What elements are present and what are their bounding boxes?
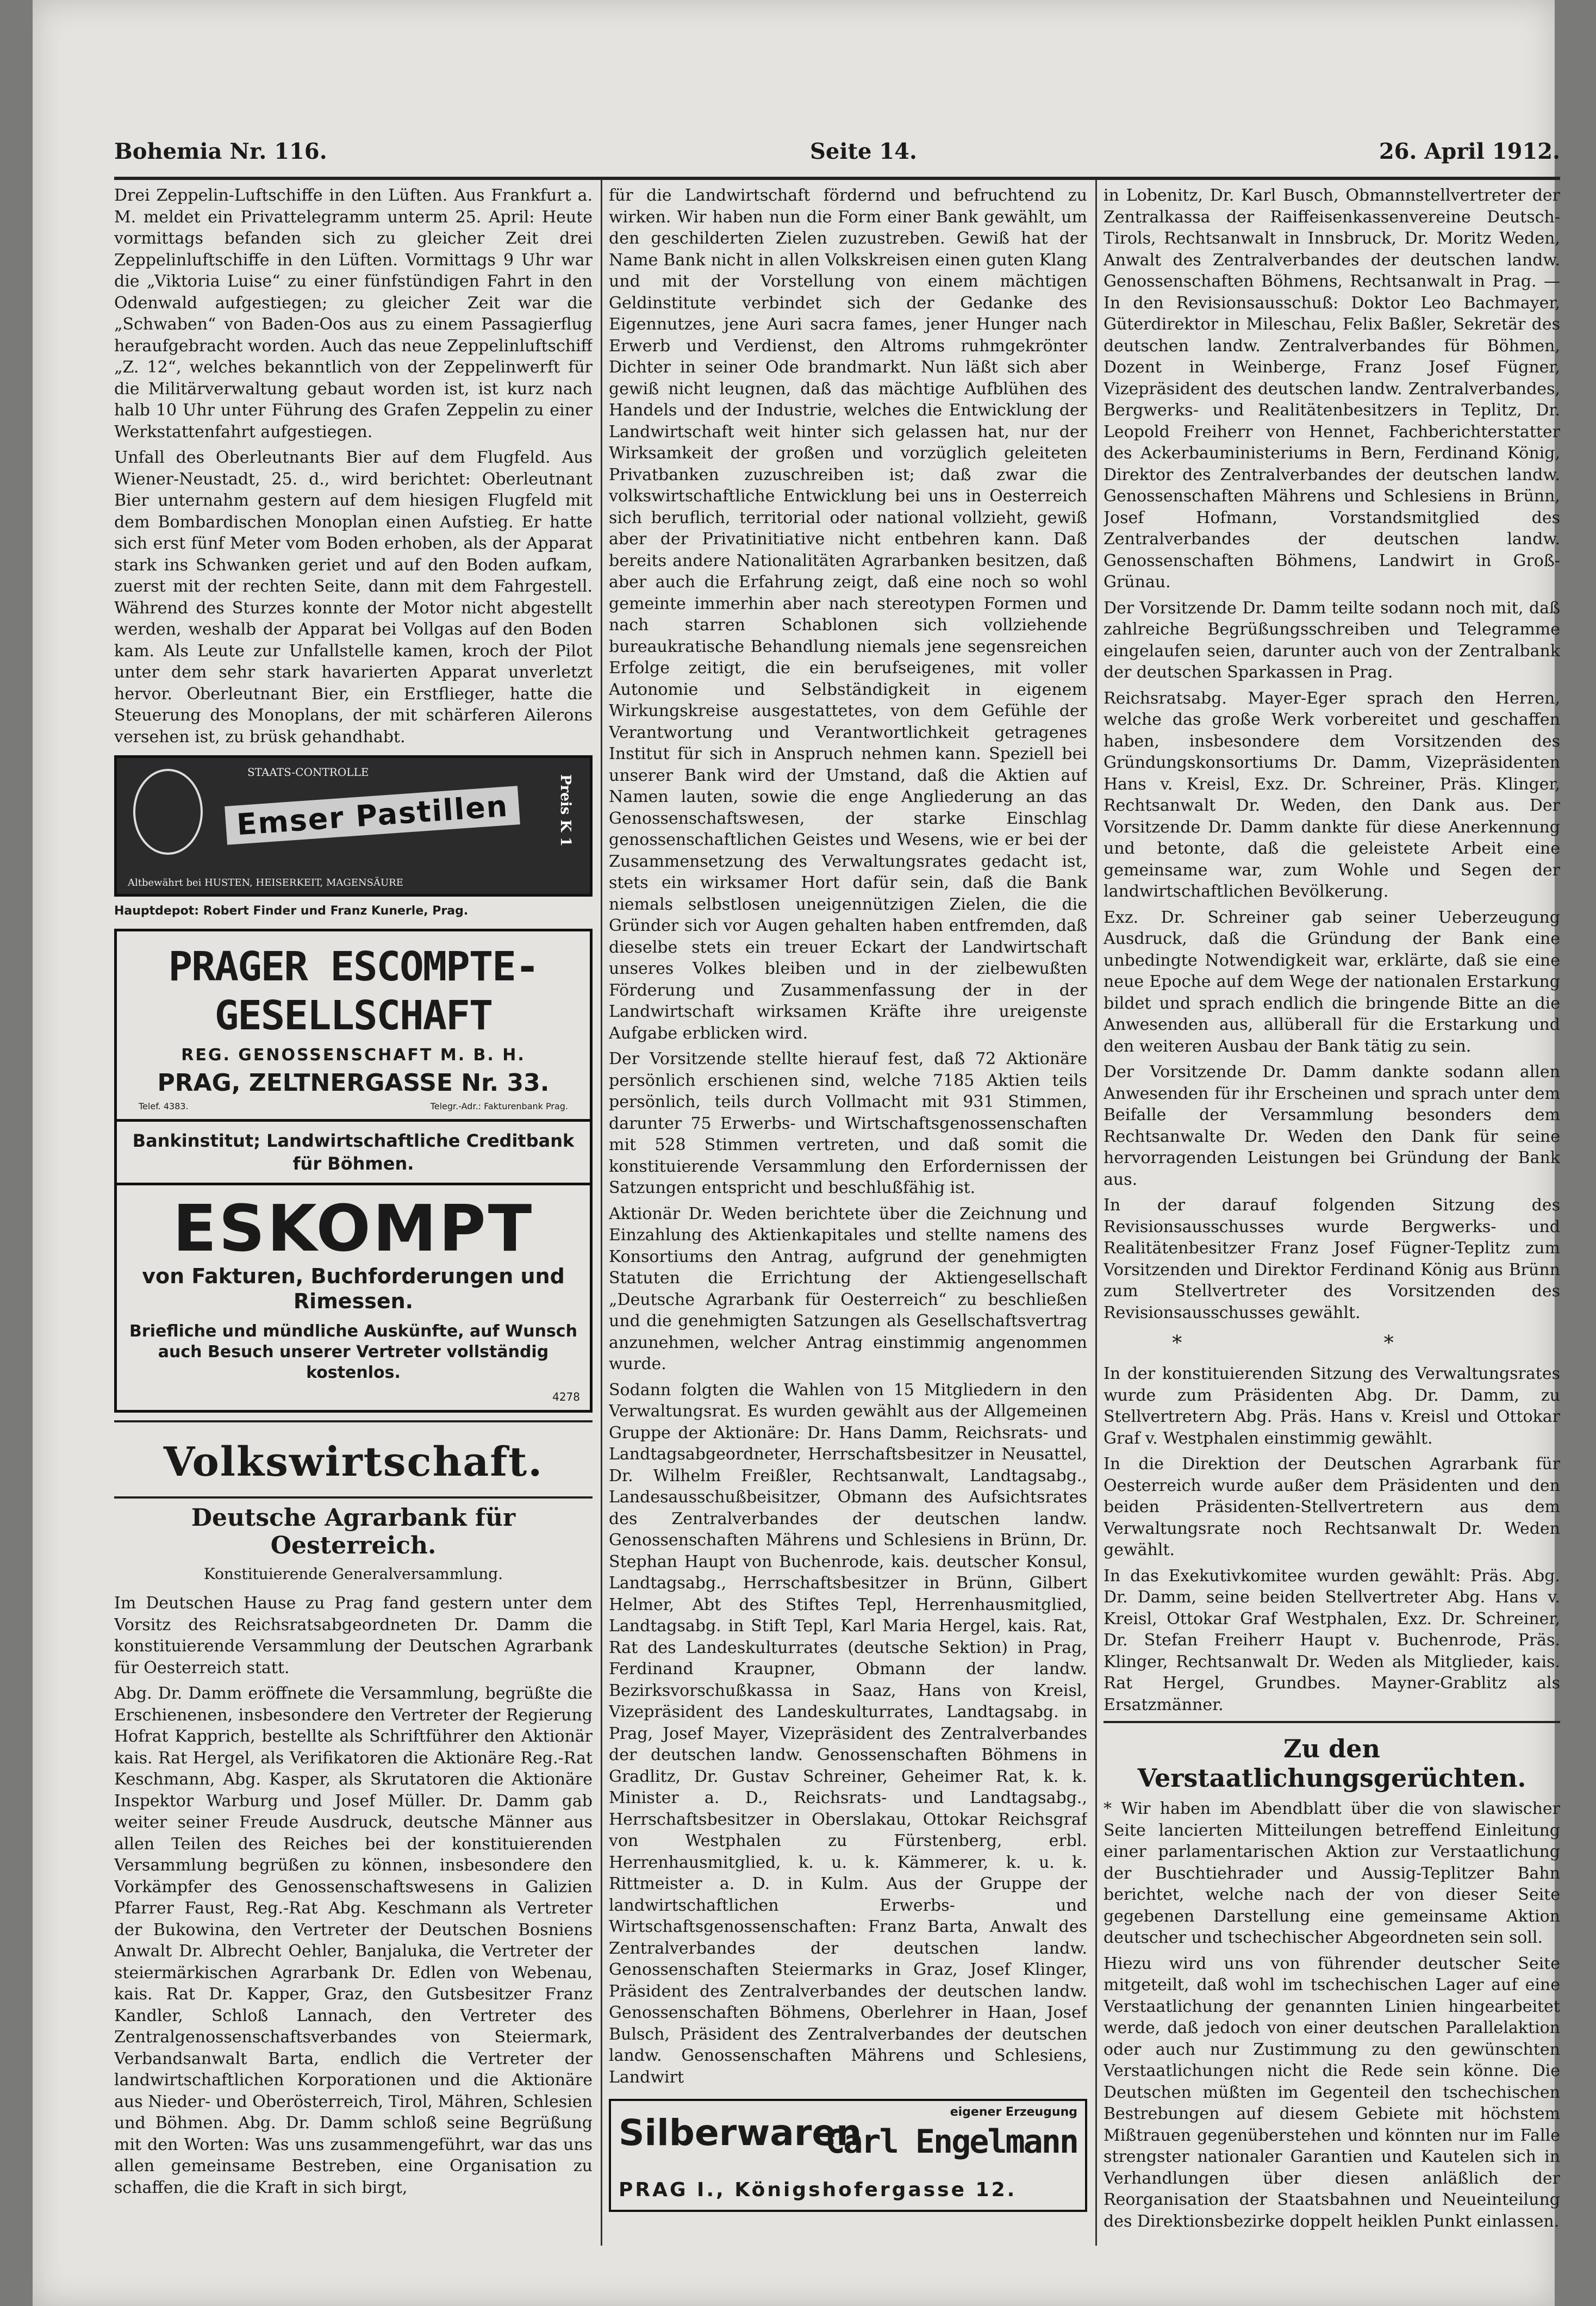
advert-price: Preis K 1 [557, 774, 573, 847]
section-rule [114, 1496, 593, 1499]
article-agrarbank-schreiner: Exz. Dr. Schreiner gab seiner Ueberzeugung Ausdruck, daß die Gründung der Bank eine unbedingte Notwendigkeit war, erklärte, daß sie eine neue Epoche auf dem Wege der nationalen Erstarkung bildet und sprach endlich die bringende Bitte an die Anwesenden aus, allüberall für die Erstarkung und den weiteren Ausbau der Bank tätig zu sein. [1104, 908, 1560, 1056]
column-3 [1104, 185, 1560, 2284]
section-rule [114, 1420, 593, 1422]
article-title-verstaatlichung: Zu den Verstaatlichungsgerüchten. [1137, 1734, 1526, 1793]
advert-silberwaren-title: Silberwaren [619, 2112, 862, 2154]
section-title: Volkswirtschaft. [163, 1439, 544, 1485]
article-bier-accident: Unfall des Oberleutnants Bier auf dem Flugfeld. Aus Wiener-Neustadt, 25. d., wird berichtet: Oberleutnant Bier unternahm gestern auf dem hiesigen Flugfeld mit dem Bombardischen Monoplan einen Aufstieg. Er hatte sich erst fünf Meter vom Boden erhoben, als der Apparat stark ins Schwanken geriet und auf den Boden aufkam, zuerst mit der rechten Seite, dann mit dem Fahrgestell. Während des Sturzes konnte der Motor nicht abgestellt werden, weshalb der Apparat bei Vollgas auf den Boden kam. Als Leute zur Unfallstelle kamen, kroch der Pilot unter dem sehr stark havarierten Apparat unverletzt hervor. Oberleutnant Bier, ein Erstflieger, hatte die Steuerung des Monoplans, der mit schärferen Ailerons versehen ist, zu brüsk gehandhabt. [114, 448, 593, 747]
issue-date: 26. April 1912. [1379, 139, 1560, 164]
article-rule [1104, 1721, 1560, 1723]
advert-bank-telegram: Telegr.-Adr.: Fakturenbank Prag. [430, 1101, 568, 1111]
advert-silberwaren-own: eigener Erzeugung [950, 2105, 1077, 2119]
article-agrarbank-committee: In der darauf folgenden Sitzung des Revisionsausschusses wurde Bergwerks- und Realitätenbesitzer Franz Josef Fügner-Teplitz zum Vorsitzenden und Direktor Ferdinand König aus Brünn zum Stellvertreter des Vorsitzenden des Revisionsausschusses gewählt. [1104, 1196, 1560, 1322]
page-number: Seite 14. [810, 139, 917, 164]
advert-bank-institute: Bankinstitut; Landwirtschaftliche Creditbank für Böhmen. [132, 1130, 575, 1174]
article-agrarbank-revision: in Lobenitz, Dr. Karl Busch, Obmannstellvertreter der Zentralkassa der Raiffeisenkassenvereine Deutsch-Tirols, Rechtsanwalt in Innsbruck, Dr. Moritz Weden, Anwalt des Zentralverbandes der deutschen landw. Genossenschaften Böhmens, Rechtsanwalt in Prag. — In den Revisionsausschuß: Doktor Leo Bachmayer, Güterdirektor in Mileschau, Felix Baßler, Sekretär des deutschen landw. Zentralverbandes für Böhmen, Dozent in Weinberge, Franz Josef Fügner, Vizepräsident des deutschen landw. Zentralverbandes, Bergwerks- und Realitätenbesitzers in Teplitz, Dr. Leopold Freiherr von Hennet, Fachberichterstatter des Ackerbauministeriums in Bern, Ferdinand König, Direktor des Zentralverbandes der deutschen landw. Genossenschaften Mährens und Schlesiens in Brünn, Josef Hofmann, Vorstandsmitglied des Zentralverbandes der deutschen landw. Genossenschaften Böhmens, Landwirt in Groß-Grünau. [1104, 186, 1560, 592]
advert-emser-pastillen [114, 755, 593, 897]
article-agrarbank-motion: Aktionär Dr. Weden berichtete über die Zeichnung und Einzahlung des Aktienkapitales und stellte namens des Konsortiums den Antrag, aufgrund der genehmigten Statuten die Errichtung der Aktiengesellschaft „Deutsche Agrarbank für Oesterreich“ zu beschließen und die genehmigten Satzungen als Gesellschaftsvertrag anzunehmen, welcher Antrag einstimmig angenommen wurde. [609, 1204, 1087, 1373]
advert-subline: Altbewährt bei HUSTEN, HEISERKEIT, MAGENSÄURE [128, 877, 403, 888]
article-subtitle: Konstituierende Generalversammlung. [203, 1565, 503, 1583]
advert-number: 4278 [552, 1390, 580, 1403]
article-agrarbank-body: Abg. Dr. Damm eröffnete die Versammlung, begrüßte die Erschienenen, insbesondere den Vertreter der Regierung Hofrat Kapprich, bestellte als Schriftführer den Aktionär kais. Rat Hergel, als Verifikatoren die Aktionäre Reg.-Rat Keschmann, Abg. Kasper, als Skrutatoren die Aktionäre Inspektor Warburg und Josef Müller. Dr. Damm gab weiter seiner Freude Ausdruck, deutsche Männer aus allen Teilen des Reiches bei der konstituierenden Versammlung begrüßen zu können, insbesondere den Vorkämpfer des Genossenschaftswesens in Galizien Pfarrer Faust, Reg.-Rat Abg. Keschmann als Vertreter der Bukowina, den Vertreter der Deutschen Bosniens Anwalt Dr. Albrecht Oehler, Banjaluka, die Vertreter der steiermärkischen Agrarbank Dr. Edlen von Webenau, kais. Rat Dr. Kapper, Graz, den Gutsbesitzer Franz Kandler, Schloß Lannach, den Vertreter des Zentralgenossenschaftsverbandes von Steiermark, Verbandsanwalt Barta, endlich die Vertreter der landwirtschaftlichen Korporationen und die Aktionäre aus Nieder- und Oberösterreich, Tirol, Mähren, Schlesien und Böhmen. Abg. Dr. Damm schloß seine Begrüßung mit den Worten: Was uns zusammengeführt, war das uns allen gemeinsame Bestreben, eine Organisation zu schaffen, die die Kraft in sich birgt, [114, 1684, 593, 2197]
article-title-agrarbank: Deutsche Agrarbank für Oesterreich. [191, 1504, 516, 1559]
article-agrarbank-closing: Der Vorsitzende Dr. Damm dankte sodann allen Anwesenden für ihr Erscheinen und sprach unter dem Beifalle der Versammlung besonders dem Rechtsanwalte Dr. Weden den Dank für seine hervorragenden Leistungen bei Gründung der Bank aus. [1104, 1062, 1560, 1189]
advert-bank-title-2: GESELLSCHAFT [214, 992, 492, 1039]
article-verstaatlichung-1: * Wir haben im Abendblatt über die von slawischer Seite lancierten Mitteilungen betreffend Einleitung einer parlamentarischen Aktion zur Verstaatlichung der Buschtiehrader und Aussig-Teplitzer Bahn berichtet, welche nach der von dieser Seite gegebenen Darstellung eine gemeinsame Aktion deutscher und tschechischer Abgeordneten sein soll. [1104, 1799, 1560, 1947]
article-agrarbank-thanks: Reichsratsabg. Mayer-Eger sprach den Herren, welche das große Werk vorbereitet und geschaffen haben, insbesondere dem Vorsitzenden des Gründungskonsortiums Dr. Damm, Vizepräsidenten Hans v. Kreisl, Exz. Dr. Schreiner, Präs. Klinger, Rechtsanwalt Dr. Weden, den Dank aus. Der Vorsitzende Dr. Damm dankte für diese Anerkennung und betonte, daß die geleistete Arbeit eine gemeinsame war, zum Wohle und Segen der landwirtschaftlichen Bevölkerung. [1104, 688, 1560, 901]
header-rule [114, 177, 1560, 180]
advert-control-label: STAATS-CONTROLLE [247, 766, 369, 779]
advert-bank-telephone: Telef. 4383. [139, 1101, 189, 1111]
column-divider [601, 179, 602, 2246]
page-header [114, 139, 1560, 171]
advert-divider [117, 1183, 590, 1185]
article-agrarbank-telegrams: Der Vorsitzende Dr. Damm teilte sodann noch mit, daß zahlreiche Begrüßungsschreiben und Telegramme eingelaufen seien, darunter auch von der Zentralbank der deutschen Sparkassen in Prag. [1104, 598, 1560, 682]
article-verstaatlichung-2: Hiezu wird uns von führender deutscher Seite mitgeteilt, daß wohl im tschechischen Lager auf eine Verstaatlichung der genannten Linien hingearbeitet werde, daß jedoch von einer deutschen Parallelaktion oder auch nur Zustimmung zu den gewünschten Verstaatlichungen nicht die Rede sein könne. Die Deutschen müßten im Gegenteil den tschechischen Bestrebungen auf diesem Gebiete mit höchstem Mißtrauen gegenüberstehen und könnten nur im Falle strengster nationaler Garantien und Kautelen sich in Verhandlungen über diesen anläßlich der Reorganisation der Staatsbahnen und Neueinteilung des Direktionsbezirke doppelt heiklen Punkt einlassen. [1104, 1954, 1560, 2231]
advert-silberwaren-name: Carl Engelmann [825, 2123, 1077, 2161]
advert-eskompt-desc: von Fakturen, Buchforderungen und Rimessen. [142, 1264, 565, 1313]
newspaper-page [33, 0, 1560, 2306]
advert-bank-reg: REG. GENOSSENSCHAFT M. B. H. [181, 1046, 526, 1065]
advert-depot-caption: Hauptdepot: Robert Finder und Franz Kunerle, Prag. [114, 904, 469, 918]
advert-eskompt: ESKOMPT [172, 1191, 534, 1266]
advert-divider [117, 1119, 590, 1122]
issue-number: Bohemia Nr. 116. [114, 139, 327, 164]
advert-silberwaren [609, 2099, 1087, 2212]
article-agrarbank-executive: In das Exekutivkomitee wurden gewählt: Präs. Abg. Dr. Damm, seine beiden Stellvertreter Abg. Hans v. Kreisl, Ottokar Graf Westphalen, Exz. Dr. Schreiner, Dr. Stefan Freiherr Haupt v. Buchenrode, Präs. Klinger, Rechtsanwalt Dr. Weden als Mitglieder, kais. Rat Hergel, Grundbes. Mayner-Grablitz als Ersatzmänner. [1104, 1566, 1560, 1714]
article-agrarbank-continued: für die Landwirtschaft fördernd und befruchtend zu wirken. Wir haben nun die Form einer Bank gewählt, um den geschilderten Zielen zuzustreben. Gewiß hat der Name Bank nicht in allen Volkskreisen einen guten Klang und mit der Vorstellung von einem mächtigen Geldinstitute verbindet sich der Gedanke des Eigennutzes, jene Auri sacra fames, jener Hunger nach Erwerb und Verdienst, den Altroms ruhmgekrönter Dichter in seiner Ode brandmarkt. Nun läßt sich aber gewiß nicht leugnen, daß das mächtige Aufblühen des Handels und der Industrie, welches die Entwicklung der Landwirtschaft weit hinter sich gelassen hat, nur der Wirksamkeit der großen und vorzüglich geleiteten Privatbanken zuzuschreiben ist; daß zwar die volkswirtschaftliche Entwicklung bei uns in Oesterreich sich beruflich, territorial oder national vollzieht, gewiß aber der Privatinitiative nicht entbehren kann. Daß bereits andere Nationalitäten Agrarbanken besitzen, daß aber auch die Erfahrung zeigt, daß eine noch so wohl gemeinte immerhin aber nach stereotypen Formen und nach starren Schablonen sich vollziehende bureaukratische Behandlung niemals jene segensreichen Erfolge zeitigt, die ein berufseigenes, mit voller Autonomie und Selbständigkeit in eigenem Wirkungskreise ausgestattetes, von dem Gefühle der Verantwortung und Verantwortlichkeit getragenes Institut für sich in Anspruch nehmen kann. Speziell bei unserer Bank wird der Umstand, daß die Aktien auf Namen lauten, sowie die enge Angliederung an das Genossenschaftswesen, der starke Einschlag genossenschaftlichen Geistes und Wesens, wie er bei der Zusammensetzung des Verwaltungsrates gedacht ist, stets ein wirksamer Hort dafür sein, daß die Bank niemals selbstlosen uneigennützigen Zielen, die die Gründer sich vor Augen gehalten haben entfremden, daß dieselbe stets ein treuer Eckart der Landwirtschaft unseres Volkes bleiben und in der zielbewußten Förderung und Zusammenfassung der in der Landwirtschaft wirksamen Kräfte ihre ureigenste Aufgabe erblicken wird. [609, 186, 1087, 1043]
column-2 [609, 185, 1087, 2284]
advert-product-name: Emser Pastillen [225, 786, 520, 845]
advert-bank-contacts [139, 1101, 568, 1111]
column-1 [114, 185, 593, 2284]
article-agrarbank-direction: In die Direktion der Deutschen Agrarbank für Oesterreich wurde außer dem Präsidenten und den beiden Präsidenten-Stellvertretern aus dem Verwaltungsrate noch Rechtsanwalt Dr. Weden gewählt. [1104, 1455, 1560, 1559]
advert-bank-title-1: PRAGER ESCOMPTE- [168, 943, 539, 990]
advert-bank-address: PRAG, ZELTNERGASSE Nr. 33. [157, 1069, 550, 1097]
advert-silberwaren-address: PRAG I., Königshofergasse 12. [619, 2179, 1017, 2201]
article-zeppelin: Drei Zeppelin-Luftschiffe in den Lüften. Aus Frankfurt a. M. meldet ein Privattelegramm unterm 25. April: Heute vormittags befanden sich zu gleicher Zeit drei Zeppelinluftschiffe in den Lüften. Vormittags 9 Uhr war die „Viktoria Luise“ zu einer fünfstündigen Fahrt in den Odenwald aufgestiegen; zu gleicher Zeit war die „Schwaben“ von Baden-Oos aus zu einem Passagierflug heraufgebracht worden. Auch das neue Zeppelinluftschiff „Z. 12“, welches bekanntlich von der Zeppelinwerft für die Militärverwaltung gebaut worden ist, ist kurz nach halb 10 Uhr unter Führung des Grafen Zeppelin zu einer Werkstattenfahrt aufgestiegen. [114, 186, 593, 442]
advert-conditions: Briefliche und mündliche Auskünfte, auf Wunsch auch Besuch unserer Vertreter vollständig kostenlos. [129, 1322, 577, 1382]
article-agrarbank-intro: Im Deutschen Hause zu Prag fand gestern unter dem Vorsitz des Reichsratsabgeordneten Dr. Damm die konstituierende Versammlung der Deutschen Agrarbank für Oesterreich statt. [114, 1594, 593, 1677]
article-agrarbank-board: In der konstituierenden Sitzung des Verwaltungsrates wurde zum Präsidenten Abg. Dr. Damm, zu Stellvertretern Abg. Präs. Hans v. Kreisl und Ottokar Graf v. Westphalen einstimmig gewählt. [1104, 1364, 1560, 1448]
column-divider [1095, 179, 1097, 2246]
separator-stars: * * [1172, 1332, 1492, 1354]
advert-escompte [114, 929, 593, 1413]
article-agrarbank-quorum: Der Vorsitzende stellte hierauf fest, daß 72 Aktionäre persönlich erschienen sind, welche 7185 Aktien teils persönlich, teils durch Vollmacht mit 931 Stimmen, darunter 75 Erwerbs- und Wirtschaftsgenossenschaften mit 528 Stimmen vertreten, und daß somit die konstituierende Versammlung den Erfordernissen der Satzungen entspricht und beschlußfähig ist. [609, 1049, 1087, 1197]
article-agrarbank-elections: Sodann folgten die Wahlen von 15 Mitgliedern in den Verwaltungsrat. Es wurden gewählt aus der Allgemeinen Gruppe der Aktionäre: Dr. Hans Damm, Reichsrats- und Landtagsabgeordneter, Herrschaftsbesitzer in Neusattel, Dr. Wilhelm Freißler, Rechtsanwalt, Landtagsabg., Landesausschußbeisitzer, Obmann des Aufsichtsrates des Zentralverbandes der deutschen landw. Genossenschaften Mährens und Schlesiens in Brünn, Dr. Stephan Haupt von Buchenrode, kais. deutscher Konsul, Landtagsabg., Herrschaftsbesitzer in Brünn, Gilbert Helmer, Abt des Stiftes Tepl, Herrenhausmitglied, Landtagsabg. in Stift Tepl, Karl Maria Hergel, kais. Rat, Rat des Landeskulturrates (deutsche Sektion) in Prag, Ferdinand Kraupner, Obmann der landw. Bezirksvorschußkassa in Saaz, Hans von Kreisl, Vizepräsident des Landeskulturrates, Landtagsabg. in Prag, Josef Mayer, Vizepräsident des Zentralverbandes der deutschen landw. Genossenschaften Böhmens in Gradlitz, Dr. Gustav Schreiner, Geheimer Rat, k. k. Minister a. D., Reichsrats- und Landtagsabg., Herrschaftsbesitzer in Oberslakau, Ottokar Reichsgraf von Westphalen zu Fürstenberg, erbl. Herrenhausmitglied, k. u. k. Kämmerer, k. u. k. Rittmeister a. D. in Kulm. Aus der Gruppe der landwirtschaftlichen Erwerbs- und Wirtschaftsgenossenschaften: Franz Barta, Anwalt des Zentralverbandes der deutschen landw. Genossenschaften Steiermarks in Graz, Josef Klinger, Präsident des Zentralverbandes der deutschen landw. Genossenschaften Böhmens, Oberlehrer in Haan, Josef Bulsch, Präsident des Zentralverbandes der deutschen landw. Genossenschaften Mährens und Schlesiens, Landwirt [609, 1380, 1087, 2087]
eagle-emblem-icon [133, 769, 203, 855]
